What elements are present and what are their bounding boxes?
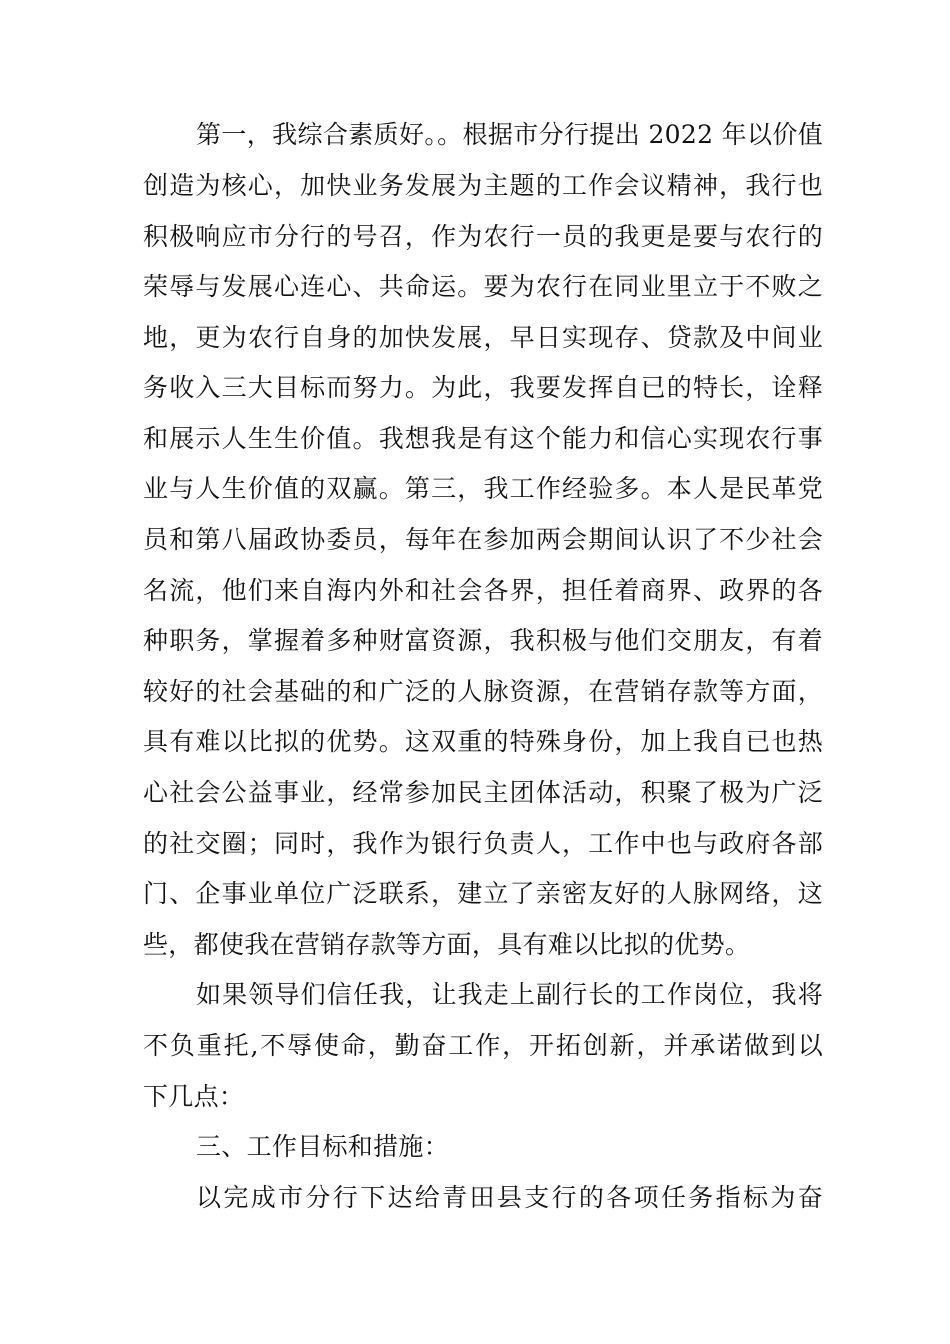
text-line: 心社会公益事业，经常参加民主团体活动，积聚了极为广泛	[143, 778, 823, 807]
text-line: 名流，他们来自海内外和社会各界，担任着商界、政界的各	[143, 576, 823, 605]
text-line: 门、企事业单位广泛联系，建立了亲密友好的人脉网络，这	[143, 879, 823, 908]
text-line: 种职务，掌握着多种财富资源，我积极与他们交朋友，有着	[143, 626, 823, 655]
text-line: 第一，我综合素质好。。根据市分行提出 2022 年以价值	[196, 120, 823, 149]
text-line: 不负重托,不辱使命，勤奋工作，开拓创新，并承诺做到以	[143, 1031, 823, 1060]
text-line: 和展示人生生价值。我想我是有这个能力和信心实现农行事	[143, 424, 823, 453]
text-line: 些，都使我在营销存款等方面，具有难以比拟的优势。	[143, 930, 751, 959]
text-line: 以完成市分行下达给青田县支行的各项任务指标为奋	[196, 1183, 823, 1212]
text-line: 的社交圈；同时，我作为银行负责人，工作中也与政府各部	[143, 829, 823, 858]
text-line: 员和第八届政协委员，每年在参加两会期间认识了不少社会	[143, 525, 823, 554]
text-line: 较好的社会基础的和广泛的人脉资源，在营销存款等方面，	[143, 677, 823, 706]
section-heading: 三、工作目标和措施：	[196, 1132, 450, 1161]
text-line: 荣辱与发展心连心、共命运。要为农行在同业里立于不败之	[143, 272, 823, 301]
text-line: 具有难以比拟的优势。这双重的特殊身份，加上我自已也热	[143, 727, 823, 756]
text-line: 业与人生价值的双赢。第三，我工作经验多。本人是民革党	[143, 474, 823, 503]
text-line: 地，更为农行自身的加快发展，早日实现存、贷款及中间业	[143, 323, 823, 352]
text-line: 创造为核心，加快业务发展为主题的工作会议精神，我行也	[143, 171, 823, 200]
text-line: 如果领导们信任我，让我走上副行长的工作岗位，我将	[196, 980, 823, 1009]
text-line: 积极响应市分行的号召，作为农行一员的我更是要与农行的	[143, 222, 823, 251]
text-line: 务收入三大目标而努力。为此，我要发挥自已的特长，诠释	[143, 373, 823, 402]
text-line: 下几点：	[143, 1082, 245, 1111]
